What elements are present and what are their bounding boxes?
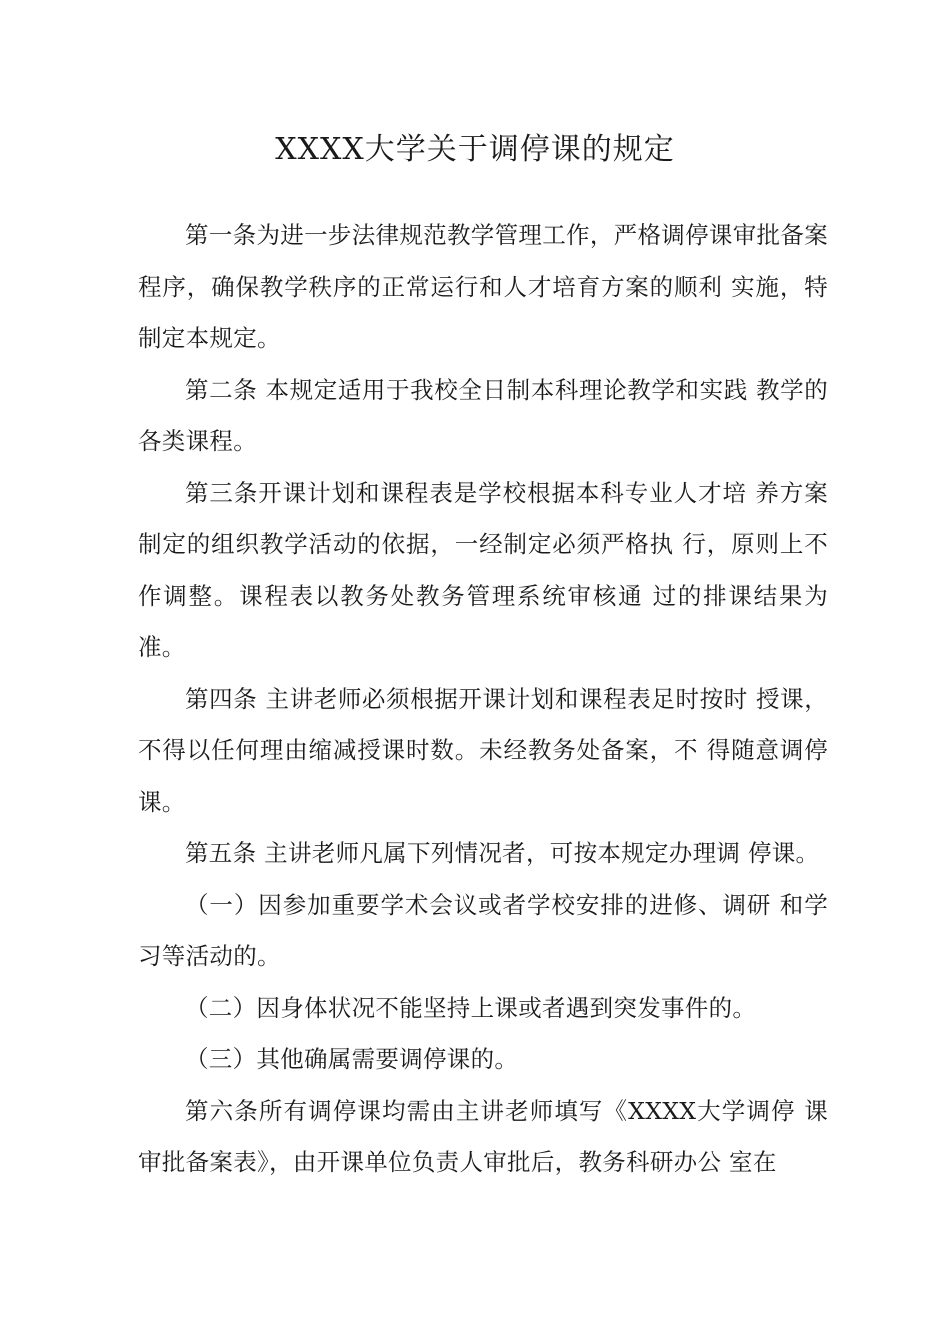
article-2-paragraph: 第二条 本规定适用于我校全日制本科理论教学和实践 教学的各类课程。	[138, 375, 828, 455]
clause-2-paragraph: （二）因身体状况不能坚持上课或者遇到突发事件的。	[185, 993, 757, 1022]
article-3-paragraph: 第三条开课计划和课程表是学校根据本科专业人才培 养方案制定的组织教学活动的依据，一经制定必须严格执 行，原则上不作调整。课程表以教务处教务管理系统审核通 过的排课结果为准。	[138, 478, 828, 661]
article-4-paragraph: 第四条 主讲老师必须根据开课计划和课程表足时按时 授课，不得以任何理由缩减授课时数。未经教务处备案，不 得随意调停课。	[138, 684, 828, 816]
article-1-paragraph: 第一条为进一步法律规范教学管理工作，严格调停课审批备案程序，确保教学秩序的正常运行和人才培育方案的顺利 实施，特制定本规定。	[138, 221, 828, 352]
article-5-paragraph: 第五条 主讲老师凡属下列情况者，可按本规定办理调 停课。	[185, 839, 820, 867]
document-body	[138, 210, 828, 1189]
document-title: XXXX大学关于调停课的规定	[275, 132, 675, 167]
article-6-paragraph: 第六条所有调停课均需由主讲老师填写《XXXX大学调停 课审批备案表》，由开课单位负责人审批后，教务科研办公 室在	[138, 1096, 828, 1176]
clause-3-paragraph: （三）其他确属需要调停课的。	[185, 1045, 519, 1073]
clause-1-paragraph: （一）因参加重要学术会议或者学校安排的进修、调研 和学习等活动的。	[138, 890, 828, 970]
